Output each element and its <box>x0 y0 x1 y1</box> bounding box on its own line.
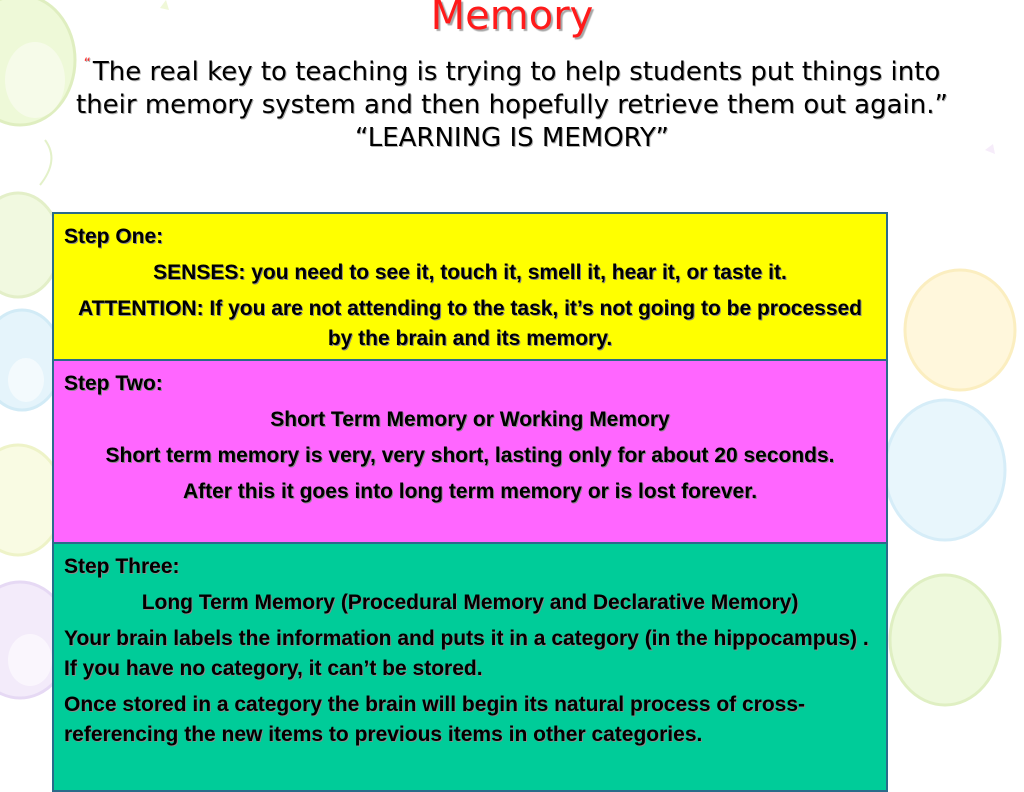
step-one-senses: SENSES: you need to see it, touch it, smell it, hear it, or taste it. <box>153 261 787 284</box>
step-two-outcome: After this it goes into long term memory or is lost forever. <box>182 480 758 503</box>
step-two-heading: Step Two: <box>64 372 163 395</box>
quote-block <box>60 48 964 155</box>
step-three-crossref: Once stored in a category the brain will begin its natural process of cross-referencing the new items to previous items in other categories. <box>64 693 806 746</box>
step-one-cell <box>54 214 886 361</box>
memory-steps-table <box>52 212 888 792</box>
quote-tagline: “LEARNING IS MEMORY” <box>355 123 669 153</box>
step-three-cell <box>54 544 886 792</box>
step-three-categorize: Your brain labels the information and puts it in a category (in the hippocampus) . If you have no category, it can’t be stored. <box>64 627 869 680</box>
quote-bullet: “ <box>83 56 91 72</box>
quote-text: The real key to teaching is trying to help students put things into their memory system and then hopefully retrieve them out again.” <box>76 57 948 120</box>
step-two-subtitle: Short Term Memory or Working Memory <box>270 408 670 431</box>
step-three-subtitle: Long Term Memory (Procedural Memory and Declarative Memory) <box>141 591 799 614</box>
step-two-cell <box>54 361 886 544</box>
step-one-heading: Step One: <box>64 225 164 248</box>
step-one-attention: ATTENTION: If you are not attending to the task, it’s not going to be processed by the brain and its memory. <box>77 297 863 350</box>
step-two-duration: Short term memory is very, very short, lasting only for about 20 seconds. <box>105 444 835 467</box>
step-three-heading: Step Three: <box>64 555 180 578</box>
slide-title: Memory <box>430 0 594 39</box>
